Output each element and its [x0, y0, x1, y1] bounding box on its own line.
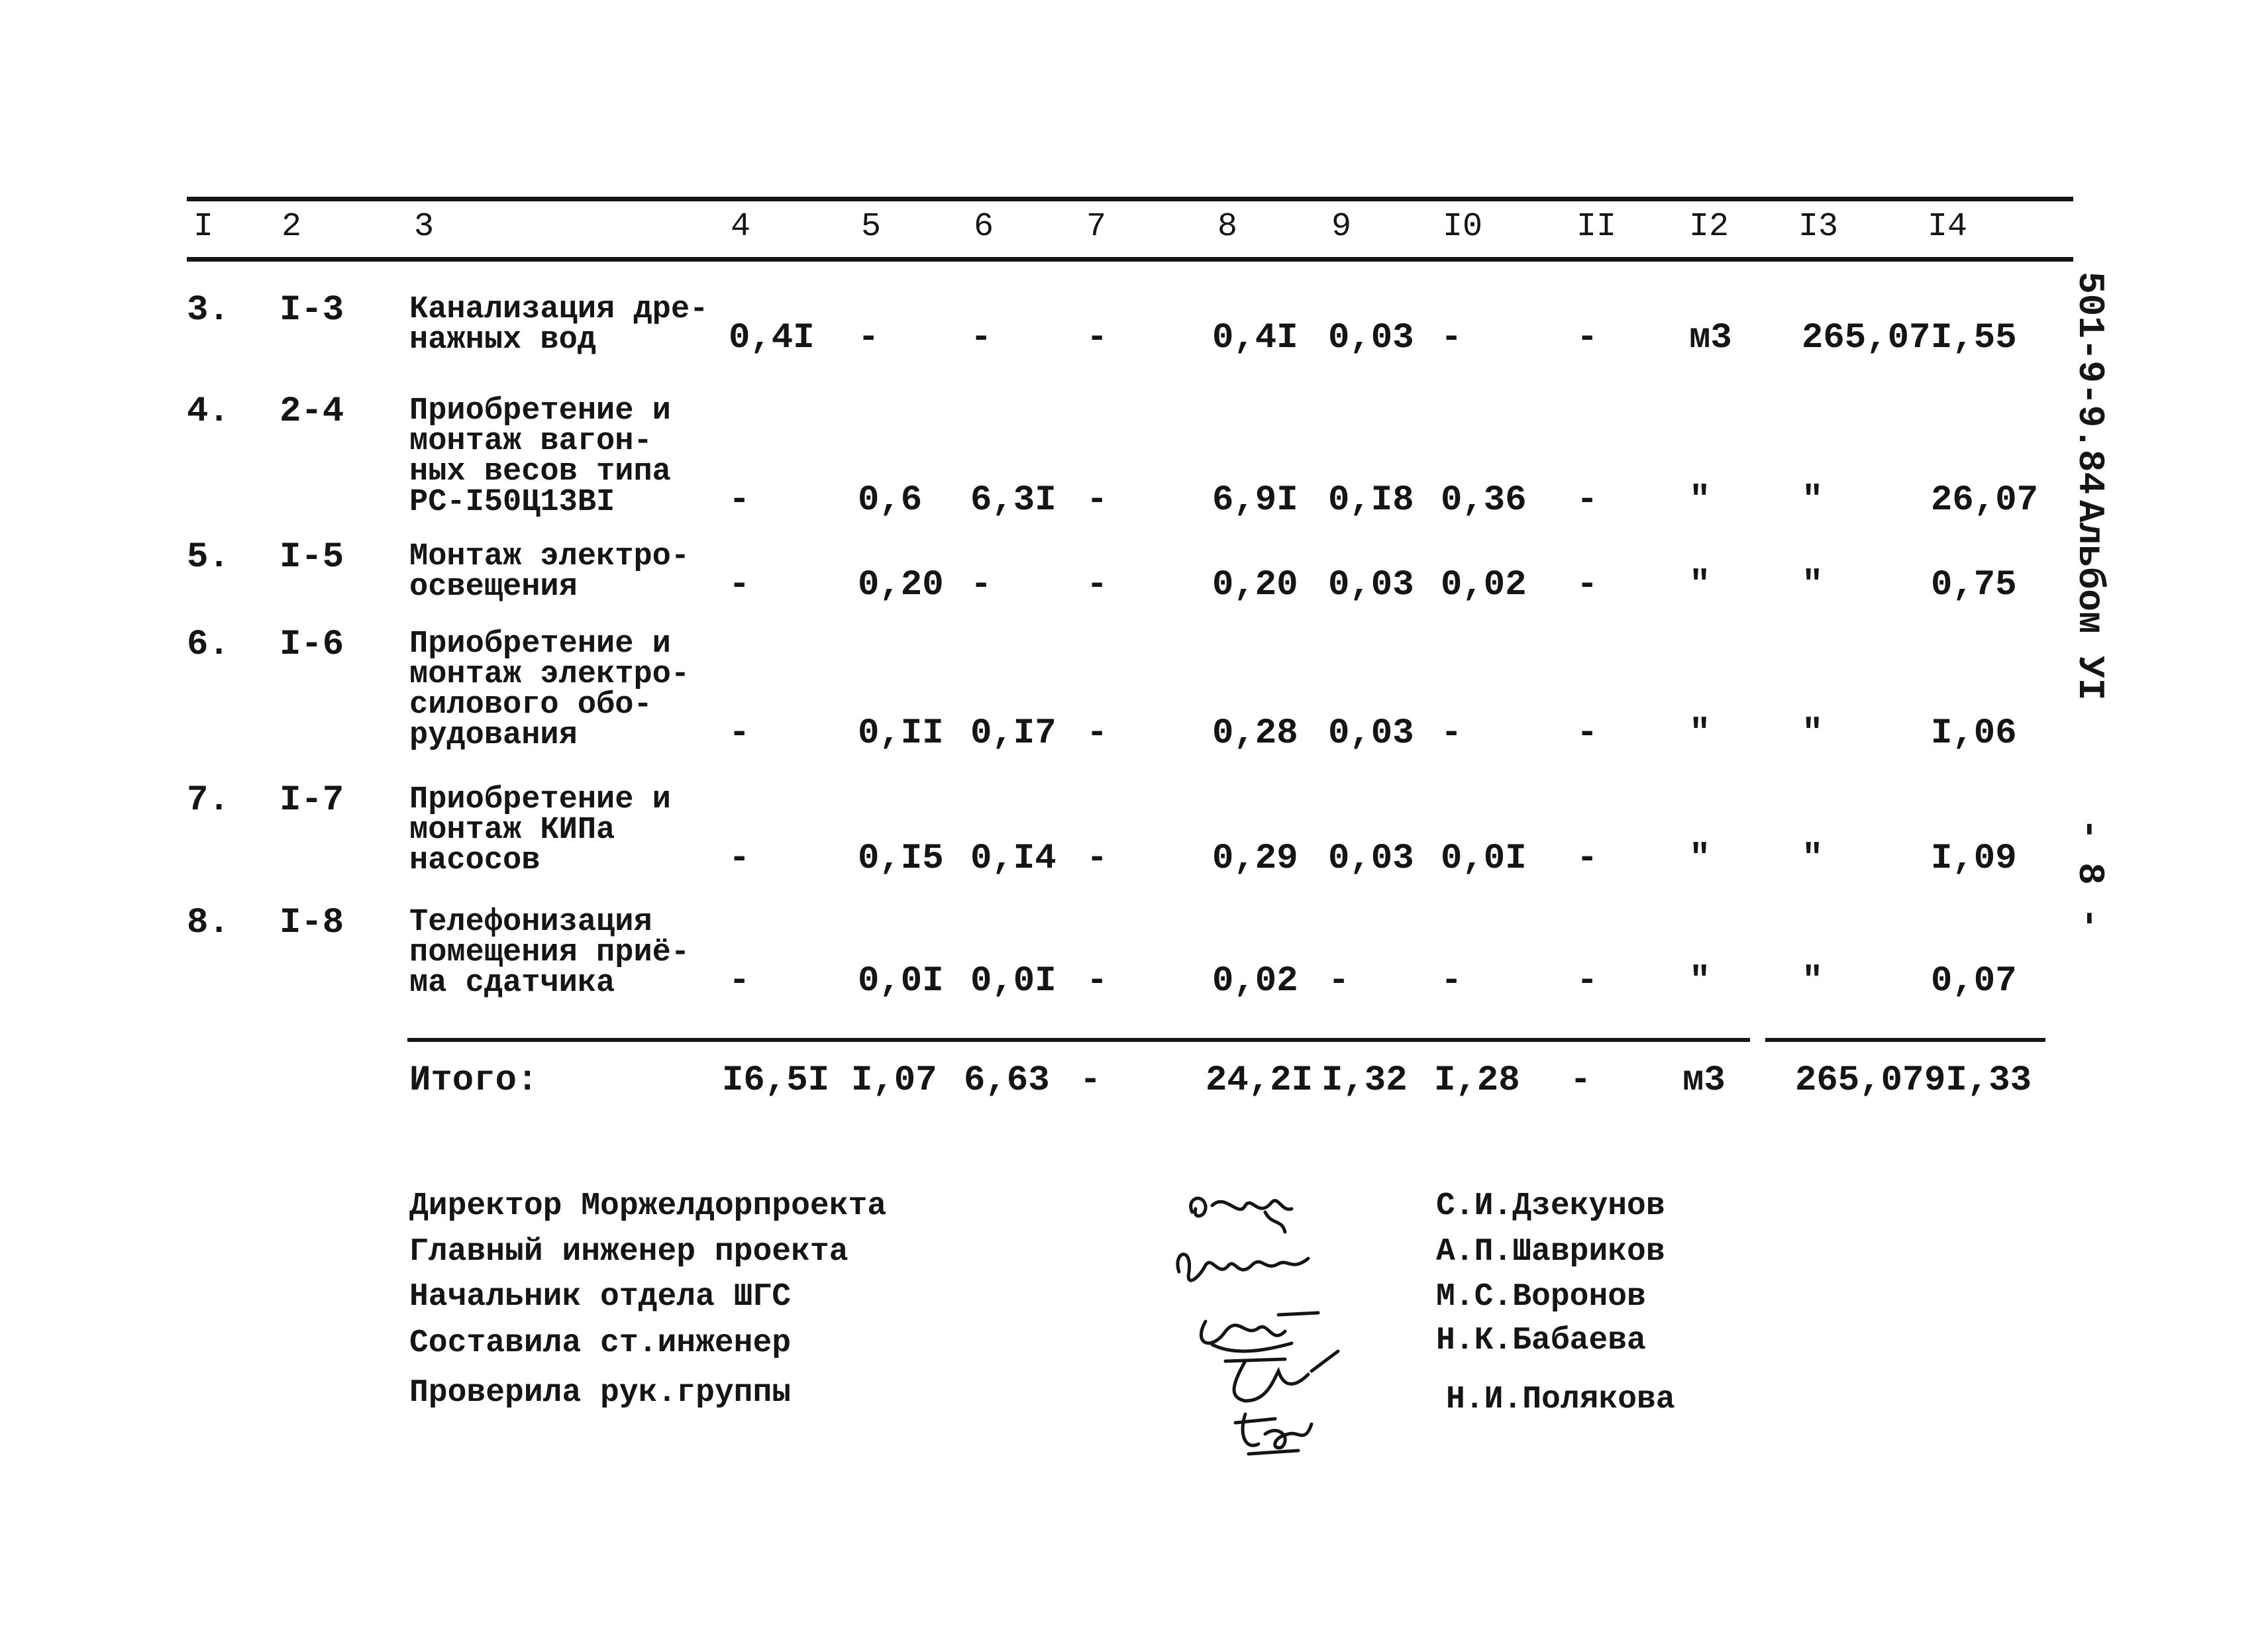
- cell-c11: -: [1576, 839, 1598, 879]
- row-number: 7.: [187, 780, 230, 821]
- cell-c11: -: [1576, 961, 1598, 1001]
- cell-c4: -: [729, 839, 750, 879]
- column-number: I: [193, 208, 214, 246]
- cell-c12: ": [1689, 565, 1711, 605]
- column-number: 4: [731, 208, 751, 246]
- cell-c9: 0,03: [1328, 565, 1414, 605]
- top-rule: [187, 197, 2073, 201]
- row-description-line: Канализация дре-: [409, 292, 709, 327]
- row-description-line: Приобретение и: [409, 627, 671, 662]
- column-number: I3: [1798, 208, 1839, 246]
- cell-c7: -: [1086, 961, 1108, 1001]
- cell-c8: 0,4I: [1212, 318, 1298, 358]
- row-code: I-3: [280, 290, 344, 331]
- row-code: I-7: [280, 780, 344, 821]
- cell-c11: -: [1576, 318, 1598, 358]
- total-label: Итого:: [409, 1060, 539, 1101]
- cell-c5: 0,20: [858, 565, 944, 605]
- row-description-line: Приобретение и: [409, 393, 671, 429]
- cell-c14: 0,07: [1931, 961, 2017, 1001]
- row-number: 3.: [187, 290, 230, 331]
- cell-c5: -: [858, 318, 880, 358]
- row-number: 5.: [187, 537, 230, 578]
- cell-c6: -: [970, 318, 992, 358]
- cell-c9: 0,03: [1328, 318, 1414, 358]
- signatory-name: А.П.Шавриков: [1436, 1234, 1665, 1270]
- cell-c9: -: [1328, 961, 1350, 1001]
- cell-c13: ": [1802, 480, 1824, 521]
- cell-c4: -: [729, 565, 750, 605]
- total-c8: 24,2I: [1206, 1060, 1314, 1101]
- cell-c9: 0,03: [1328, 839, 1414, 879]
- cell-c7: -: [1086, 480, 1108, 521]
- row-description-line: ных весов типа: [409, 454, 671, 489]
- handwritten-signatures: [1166, 1172, 1391, 1464]
- album-label: Альбом УI: [2069, 500, 2111, 701]
- total-rule-left: [407, 1038, 1750, 1042]
- cell-c4: 0,4I: [729, 318, 815, 358]
- column-number: I4: [1928, 208, 1968, 246]
- cell-c6: 0,I7: [970, 713, 1057, 754]
- row-description-line: силового обо-: [409, 688, 652, 723]
- total-c9: I,32: [1321, 1060, 1408, 1101]
- signatory-title: Директор Моржелдорпроекта: [409, 1188, 887, 1224]
- cell-c13: ": [1802, 713, 1824, 754]
- row-code: I-6: [280, 625, 344, 665]
- cell-c4: -: [729, 713, 750, 754]
- cell-c11: -: [1576, 713, 1598, 754]
- row-number: 4.: [187, 391, 230, 432]
- total-c14: 9I,33: [1924, 1060, 2032, 1101]
- total-c7: -: [1080, 1060, 1102, 1101]
- signatory-title: Главный инженер проекта: [409, 1234, 849, 1270]
- cell-c7: -: [1086, 839, 1108, 879]
- cell-c14: I,09: [1931, 839, 2017, 879]
- signatory-name: М.С.Воронов: [1436, 1279, 1646, 1315]
- total-c4: I6,5I: [722, 1060, 830, 1101]
- header-bottom-rule: [187, 257, 2073, 262]
- column-number: 7: [1086, 208, 1107, 246]
- cell-c12: ": [1689, 480, 1711, 521]
- row-description-line: Телефонизация: [409, 905, 652, 940]
- row-description-line: монтаж электро-: [409, 657, 690, 692]
- cell-c9: 0,03: [1328, 713, 1414, 754]
- signatory-title: Проверила рук.группы: [409, 1375, 792, 1411]
- row-code: I-8: [280, 903, 344, 943]
- cell-c8: 0,28: [1212, 713, 1298, 754]
- row-code: I-5: [280, 537, 344, 578]
- cell-c6: 6,3I: [970, 480, 1057, 521]
- total-c12: м3: [1682, 1060, 1726, 1101]
- column-number: I0: [1443, 208, 1483, 246]
- row-description-line: монтаж КИПа: [409, 813, 615, 848]
- cell-c12: ": [1689, 839, 1711, 879]
- row-description-line: ма сдатчика: [409, 966, 615, 1001]
- cell-c12: ": [1689, 961, 1711, 1001]
- cell-c4: -: [729, 480, 750, 521]
- cell-c14: 0,75: [1931, 565, 2017, 605]
- column-number: 6: [974, 208, 994, 246]
- row-description-line: помещения приё-: [409, 935, 690, 970]
- cell-c14: I,06: [1931, 713, 2017, 754]
- cell-c7: -: [1086, 713, 1108, 754]
- page-number: - 8 -: [2069, 818, 2111, 930]
- row-description-line: нажных вод: [409, 323, 597, 358]
- row-description-line: насосов: [409, 843, 541, 878]
- row-number: 8.: [187, 903, 230, 943]
- cell-c10: -: [1441, 713, 1463, 754]
- cell-c8: 0,20: [1212, 565, 1298, 605]
- signatory-name: С.И.Дзекунов: [1436, 1188, 1665, 1224]
- row-code: 2-4: [280, 391, 344, 432]
- cell-c8: 0,02: [1212, 961, 1298, 1001]
- cell-c14: 26,07: [1931, 480, 2039, 521]
- cell-c13: ": [1802, 565, 1824, 605]
- cell-c14: I,55: [1931, 318, 2017, 358]
- row-description-line: монтаж вагон-: [409, 424, 652, 459]
- cell-c5: 0,0I: [858, 961, 944, 1001]
- column-number: 3: [414, 208, 435, 246]
- cell-c10: -: [1441, 961, 1463, 1001]
- cell-c13: ": [1802, 839, 1824, 879]
- cell-c10: 0,36: [1441, 480, 1527, 521]
- document-code: 501-9-9.84: [2069, 272, 2111, 495]
- cell-c6: 0,I4: [970, 839, 1057, 879]
- cell-c10: 0,0I: [1441, 839, 1527, 879]
- cell-c12: м3: [1689, 318, 1732, 358]
- column-number: II: [1576, 208, 1617, 246]
- cell-c4: -: [729, 961, 750, 1001]
- total-c10: I,28: [1434, 1060, 1520, 1101]
- cell-c8: 6,9I: [1212, 480, 1298, 521]
- cell-c10: 0,02: [1441, 565, 1527, 605]
- column-number: 8: [1217, 208, 1238, 246]
- cell-c6: 0,0I: [970, 961, 1057, 1001]
- cell-c7: -: [1086, 565, 1108, 605]
- signatory-title: Начальник отдела ШГС: [409, 1279, 792, 1315]
- cell-c8: 0,29: [1212, 839, 1298, 879]
- cell-c6: -: [970, 565, 992, 605]
- cell-c11: -: [1576, 480, 1598, 521]
- total-rule-right: [1765, 1038, 2045, 1042]
- row-description-line: освещения: [409, 570, 578, 605]
- cell-c5: 0,6: [858, 480, 923, 521]
- column-number: 5: [861, 208, 882, 246]
- cell-c11: -: [1576, 565, 1598, 605]
- cell-c12: ": [1689, 713, 1711, 754]
- row-description-line: Приобретение и: [409, 782, 671, 817]
- signatory-name: Н.К.Бабаева: [1436, 1323, 1646, 1359]
- cell-c5: 0,II: [858, 713, 944, 754]
- signatory-name: Н.И.Полякова: [1446, 1382, 1675, 1417]
- total-c5: I,07: [851, 1060, 937, 1101]
- total-c6: 6,63: [964, 1060, 1050, 1101]
- total-c11: -: [1570, 1060, 1592, 1101]
- cell-c13: ": [1802, 961, 1824, 1001]
- cell-c5: 0,I5: [858, 839, 944, 879]
- signatory-title: Составила ст.инженер: [409, 1325, 792, 1361]
- total-c13: 265,07: [1795, 1060, 1924, 1101]
- column-number: I2: [1689, 208, 1729, 246]
- cell-c10: -: [1441, 318, 1463, 358]
- row-description-line: Монтаж электро-: [409, 539, 690, 574]
- row-number: 6.: [187, 625, 230, 665]
- column-number: 2: [282, 208, 302, 246]
- row-description-line: РС-I50Ц13ВI: [409, 485, 615, 520]
- row-description-line: рудования: [409, 718, 578, 753]
- column-number: 9: [1331, 208, 1352, 246]
- cell-c13: 265,07: [1802, 318, 1931, 358]
- cell-c9: 0,I8: [1328, 480, 1414, 521]
- cell-c7: -: [1086, 318, 1108, 358]
